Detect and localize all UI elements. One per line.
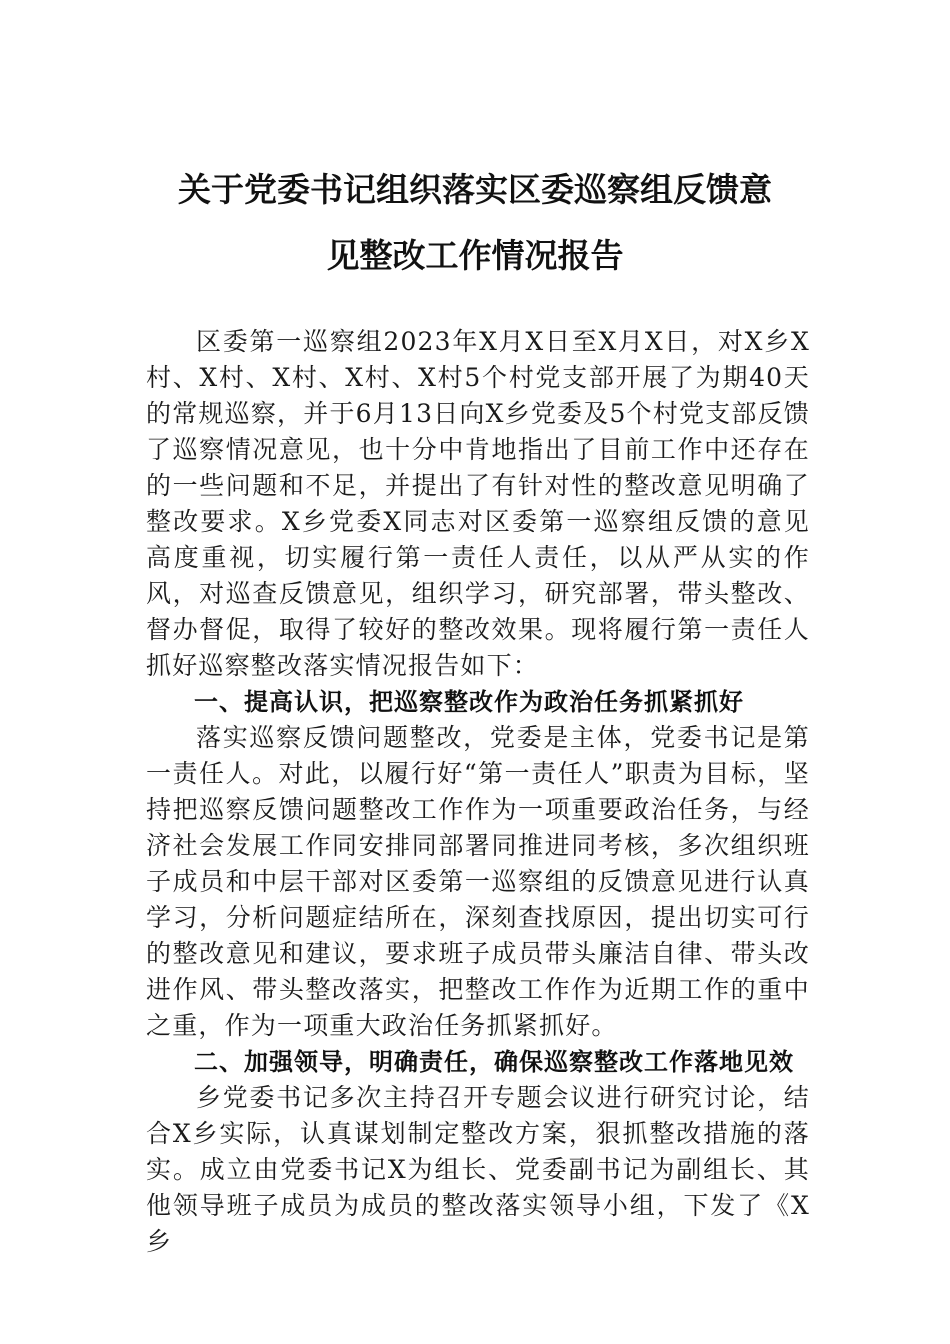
intro-paragraph: 区委第一巡察组2023年X月X日至X月X日，对X乡X村、X村、X村、X村、X村5个村党支部开展了为期40天的常规巡察，并于6月13日向X乡党委及5个村党支部反馈了巡察情况意见，也十分中肯地指出了目前工作中还存在的一些问题和不足，并提出了有针对性的整改意见明确了整改要求。X乡党委X同志对区委第一巡察组反馈的意见高度重视，切实履行第一责任人责任，以从严从实的作风，对巡查反馈意见，组织学习，研究部署，带头整改、督办督促，取得了较好的整改效果。现将履行第一责任人抓好巡察整改落实情况报告如下： (146, 327, 810, 680)
section-heading-2: 二、加强领导，明确责任，确保巡察整改工作落地见效 (194, 1048, 794, 1076)
section-heading-1: 一、提高认识，把巡察整改作为政治任务抓紧抓好 (194, 688, 744, 716)
document-body (146, 324, 810, 1260)
document-title-line-1: 关于党委书记组织落实区委巡察组反馈意 (178, 170, 772, 209)
section-2-paragraph: 乡党委书记多次主持召开专题会议进行研究讨论，结合X乡实际，认真谋划制定整改方案，狠抓整改措施的落实。成立由党委书记X为组长、党委副书记为副组长、其他领导班子成员为成员的整改落实领导小组，下发了《X乡 (146, 1083, 810, 1256)
document-title-line-2: 见整改工作情况报告 (326, 236, 624, 275)
section-1-paragraph: 落实巡察反馈问题整改，党委是主体，党委书记是第一责任人。对此，以履行好“第一责任人”职责为目标，坚持把巡察反馈问题整改工作作为一项重要政治任务，与经济社会发展工作同安排同部署同推进同考核，多次组织班子成员和中层干部对区委第一巡察组的反馈意见进行认真学习，分析问题症结所在，深刻查找原因，提出切实可行的整改意见和建议，要求班子成员带头廉洁自律、带头改进作风、带头整改落实，把整改工作作为近期工作的重中之重，作为一项重大政治任务抓紧抓好。 (146, 723, 810, 1040)
